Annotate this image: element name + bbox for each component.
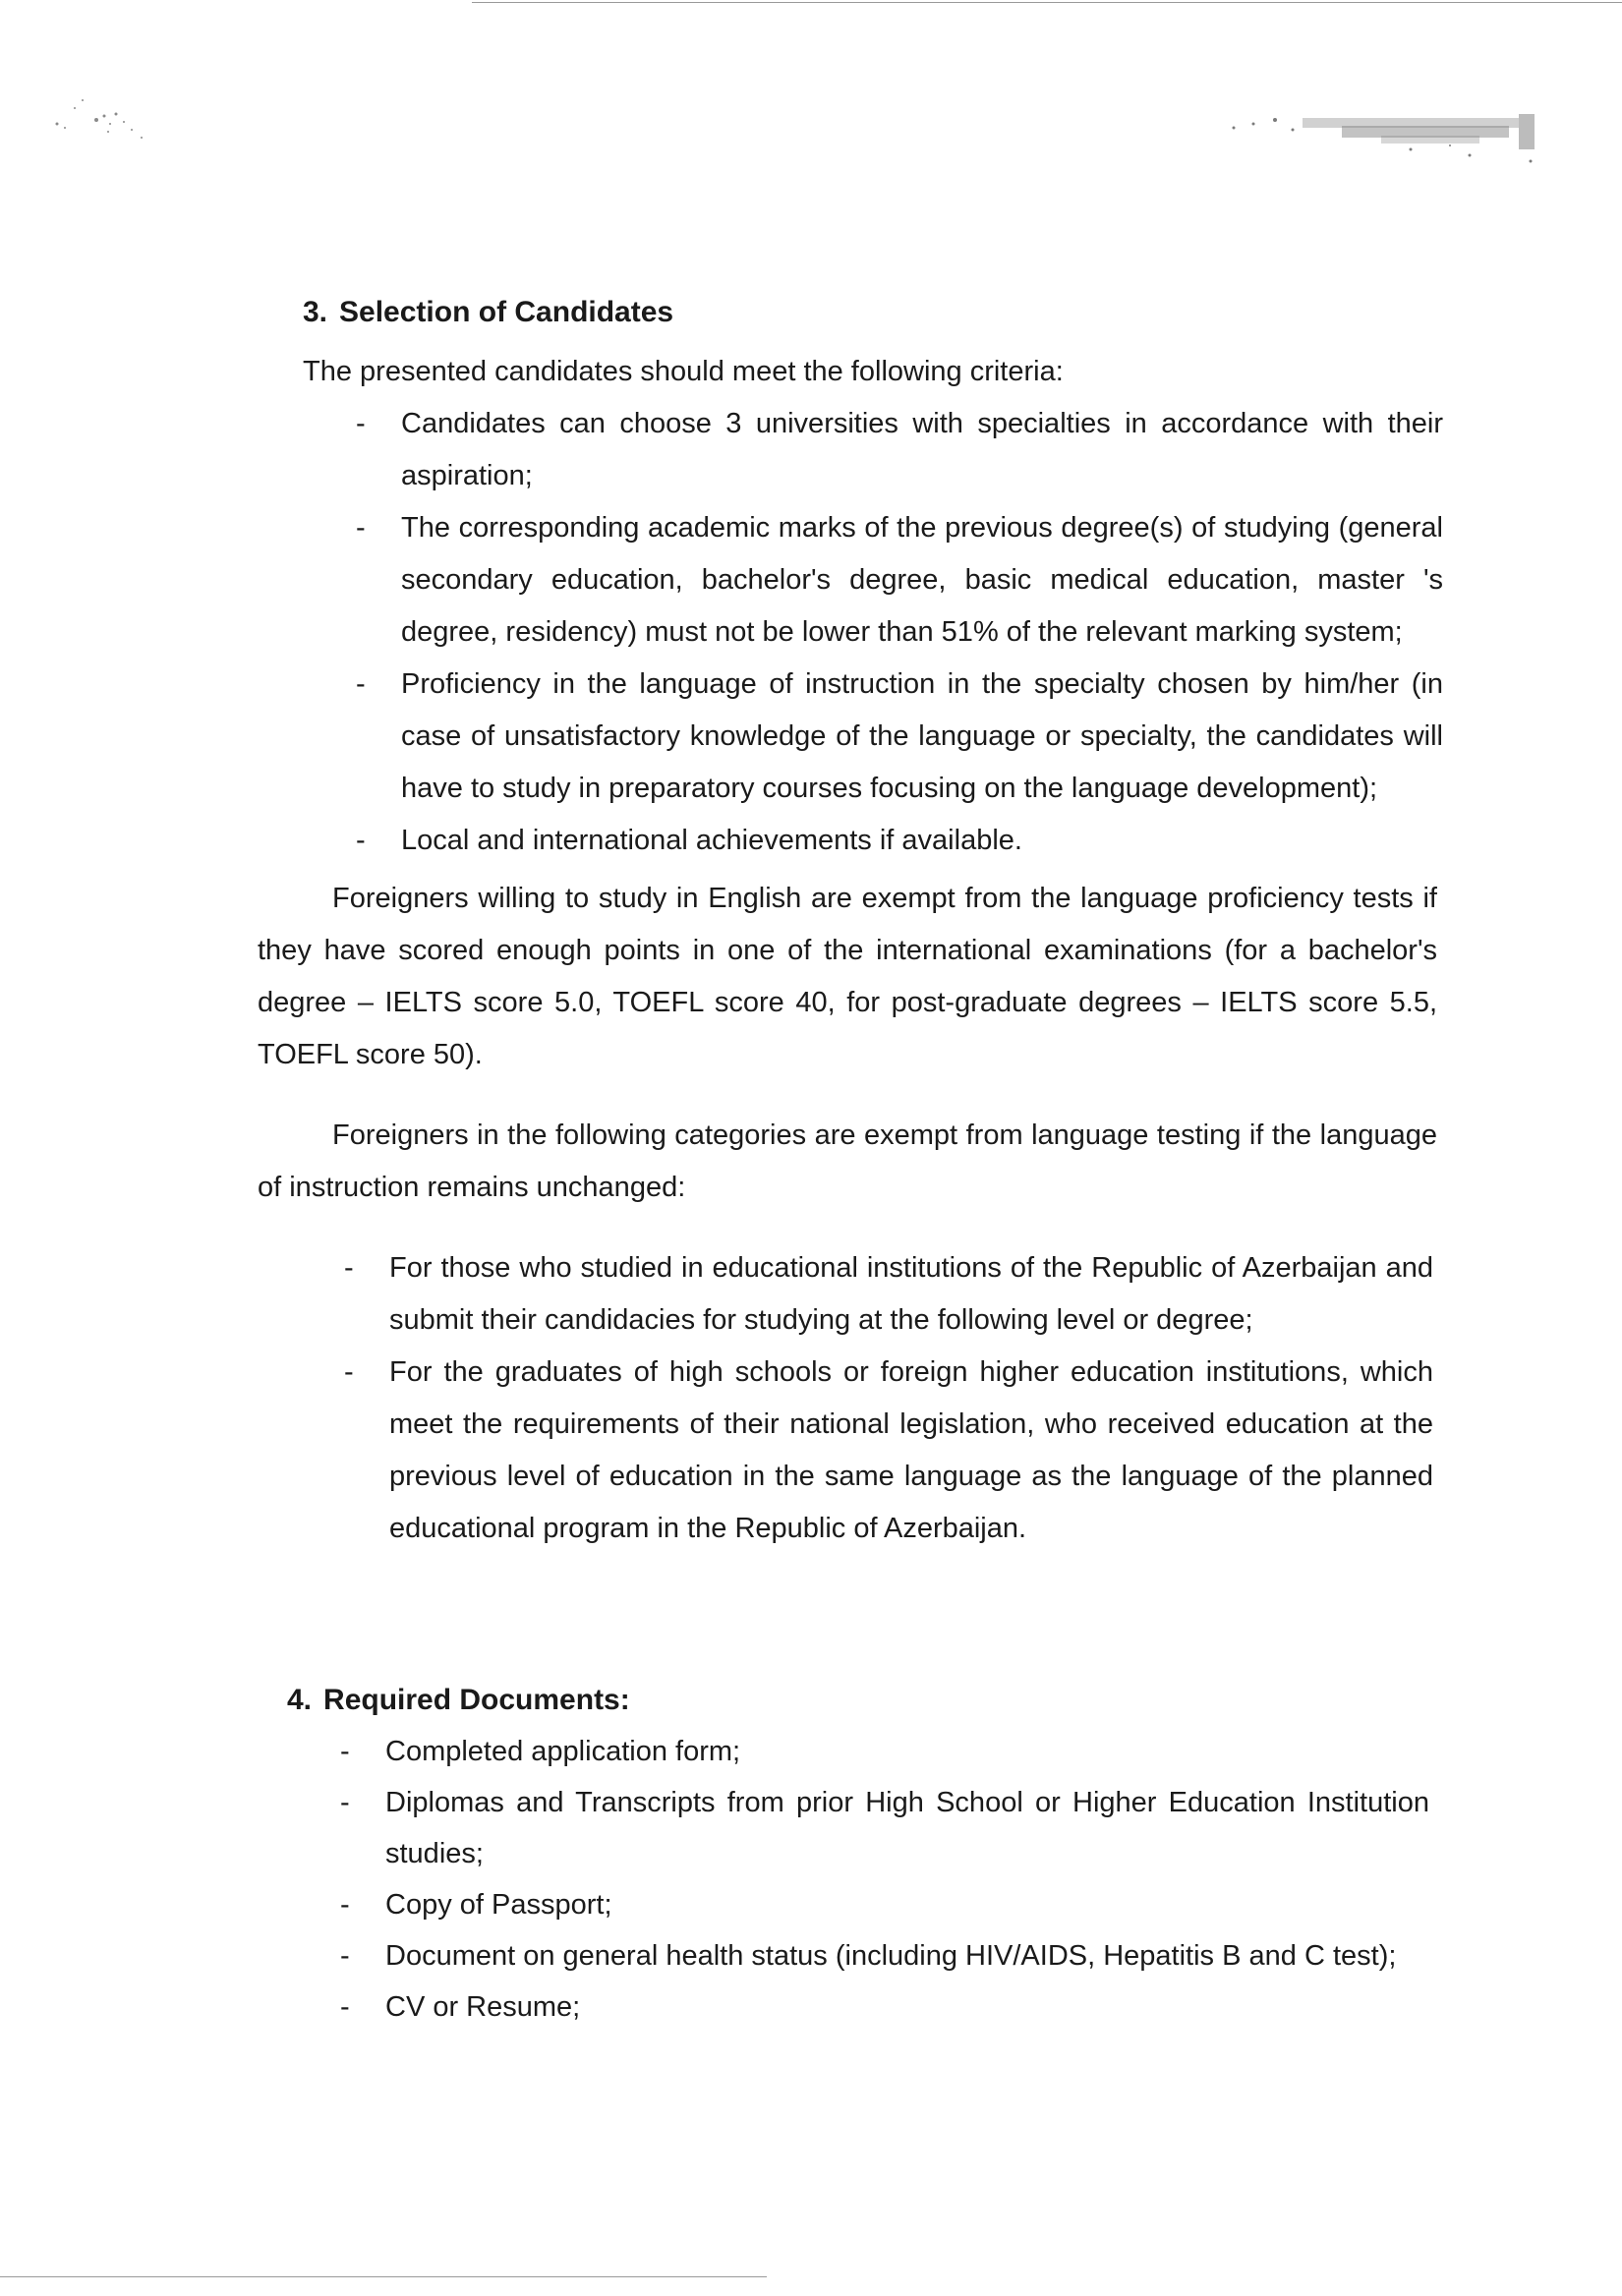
list-dash: - <box>340 1991 350 2023</box>
list-item-text: Completed application form; <box>385 1736 741 1767</box>
section-selection-of-candidates <box>0 293 1622 1555</box>
list-item <box>356 398 1443 502</box>
section-title: Selection of Candidates <box>339 296 674 328</box>
list-dash: - <box>340 1940 350 1972</box>
list-dash: - <box>356 512 366 544</box>
list-item-text: The corresponding academic marks of the previous degree(s) of studying (general secondary education, bachelor's degree, basic medical education, master 's degree, residency) must not be lower than 51% of the relevant marking system; <box>401 512 1443 648</box>
scan-speckle-right <box>1224 106 1548 167</box>
exempt-categories-list <box>344 1242 1433 1555</box>
list-item-text: Candidates can choose 3 universities with specialties in accordance with their aspiration; <box>401 408 1443 491</box>
list-item <box>340 1726 1429 1777</box>
list-item <box>356 502 1443 659</box>
list-dash: - <box>340 1736 350 1767</box>
scan-speckle-left <box>47 94 165 144</box>
categories-exemption-paragraph: Foreigners in the following categories are exempt from language testing if the language of instruction remains unchanged: <box>258 1119 1437 1203</box>
criteria-list <box>356 398 1443 867</box>
list-dash: - <box>340 1889 350 1921</box>
list-item-text: Copy of Passport; <box>385 1889 612 1921</box>
list-item-text: Diplomas and Transcripts from prior High School or Higher Education Institution studies; <box>385 1787 1429 1869</box>
list-dash: - <box>356 408 366 439</box>
list-item <box>356 815 1443 867</box>
list-item <box>340 1981 1429 2033</box>
list-item-text: For those who studied in educational institutions of the Republic of Azerbaijan and submit their candidacies for studying at the following level or degree; <box>389 1252 1433 1336</box>
list-dash: - <box>344 1356 354 1388</box>
list-dash: - <box>340 1787 350 1818</box>
list-dash: - <box>356 825 366 856</box>
list-item <box>356 659 1443 815</box>
list-item-text: CV or Resume; <box>385 1991 581 2023</box>
list-item-text: Local and international achievements if available. <box>401 825 1022 856</box>
list-item <box>340 1879 1429 1930</box>
list-item <box>344 1347 1433 1555</box>
list-item-text: Document on general health status (including HIV/AIDS, Hepatitis B and C test); <box>385 1940 1397 1972</box>
list-item <box>344 1242 1433 1347</box>
list-item <box>340 1930 1429 1981</box>
section-heading <box>287 1681 1622 1720</box>
section-number: 3. <box>303 296 328 328</box>
english-exemption-paragraph: Foreigners willing to study in English are exempt from the language proficiency tests if they have scored enough points in one of the international examinations (for a bachelor's degree – IELTS score 5.0, TOEFL score 40, for post-graduate degrees – IELTS score 5.5, TOEFL score 50). <box>258 883 1437 1070</box>
section-required-documents <box>0 1681 1622 2033</box>
section-title: Required Documents: <box>323 1684 630 1716</box>
list-dash: - <box>356 668 366 700</box>
top-edge-line <box>472 2 1622 3</box>
list-item-text: Proficiency in the language of instruction in the specialty chosen by him/her (in case of unsatisfactory knowledge of the language or specialty, the candidates will have to study in preparatory courses focusing on the language development); <box>401 668 1443 804</box>
criteria-intro: The presented candidates should meet the following criteria: <box>303 356 1064 387</box>
list-dash: - <box>344 1252 354 1284</box>
list-item-text: For the graduates of high schools or foreign higher education institutions, which meet the requirements of their national legislation, who received education at the previous level of education in the same language as the language of the planned educational program in the Republic of Azerbaijan. <box>389 1356 1433 1544</box>
required-documents-list <box>340 1726 1429 2033</box>
bottom-edge-line <box>0 2276 767 2277</box>
section-number: 4. <box>287 1684 313 1716</box>
list-item <box>340 1777 1429 1879</box>
section-heading <box>303 293 1622 332</box>
